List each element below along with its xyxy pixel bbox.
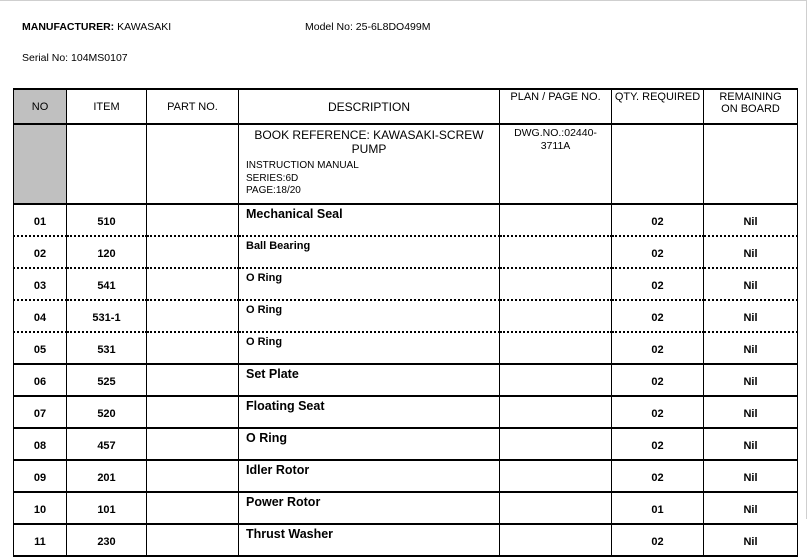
- cell-plan-page: [500, 236, 612, 268]
- reference-plan-cell: [500, 124, 612, 204]
- cell-item: 201: [67, 460, 147, 492]
- cell-item: 457: [67, 428, 147, 460]
- cell-part-no: [147, 300, 239, 332]
- cell-no: 09: [14, 460, 67, 492]
- cell-item: 101: [67, 492, 147, 524]
- cell-part-no: [147, 428, 239, 460]
- reference-qty-cell: [612, 124, 704, 204]
- cell-no: 02: [14, 236, 67, 268]
- cell-description: Floating Seat: [239, 396, 500, 428]
- col-header-description: DESCRIPTION: [239, 89, 500, 124]
- cell-qty-required: 02: [612, 524, 704, 556]
- drawing-number: [500, 125, 611, 153]
- cell-item: 230: [67, 524, 147, 556]
- cell-qty-required: 02: [612, 460, 704, 492]
- manual-page: PAGE:18/20: [246, 185, 301, 196]
- cell-no: 06: [14, 364, 67, 396]
- manufacturer-label: MANUFACTURER:: [22, 21, 115, 33]
- cell-description: Power Rotor: [239, 492, 500, 524]
- cell-description: O Ring: [239, 428, 500, 460]
- cell-plan-page: [500, 492, 612, 524]
- cell-description: O Ring: [239, 268, 500, 300]
- cell-item: 531-1: [67, 300, 147, 332]
- cell-plan-page: [500, 268, 612, 300]
- cell-qty-required: 02: [612, 300, 704, 332]
- manual-series: SERIES:6D: [246, 172, 299, 184]
- cell-no: 11: [14, 524, 67, 556]
- cell-plan-page: [500, 204, 612, 236]
- cell-plan-page: [500, 524, 612, 556]
- cell-no: 05: [14, 332, 67, 364]
- cell-remaining: Nil: [704, 364, 798, 396]
- table-row: [14, 268, 798, 300]
- col-header-item: ITEM: [67, 89, 147, 124]
- table-row: [14, 236, 798, 268]
- table-row: [14, 204, 798, 236]
- cell-description: Set Plate: [239, 364, 500, 396]
- cell-part-no: [147, 524, 239, 556]
- cell-plan-page: [500, 460, 612, 492]
- cell-no: 04: [14, 300, 67, 332]
- col-header-qty-required: QTY. REQUIRED: [612, 89, 704, 124]
- cell-description: Idler Rotor: [239, 460, 500, 492]
- manual-info: [239, 156, 499, 198]
- drawing-number-line1: DWG.NO.:02440-: [514, 127, 597, 139]
- cell-item: 520: [67, 396, 147, 428]
- table-row: [14, 492, 798, 524]
- cell-qty-required: 02: [612, 268, 704, 300]
- cell-remaining: Nil: [704, 204, 798, 236]
- table-row: [14, 396, 798, 428]
- cell-no: 10: [14, 492, 67, 524]
- reference-description-cell: [239, 124, 500, 204]
- drawing-number-line2: 3711A: [540, 140, 571, 152]
- cell-part-no: [147, 364, 239, 396]
- cell-qty-required: 02: [612, 332, 704, 364]
- cell-qty-required: 02: [612, 204, 704, 236]
- reference-item-cell: [67, 124, 147, 204]
- cell-part-no: [147, 204, 239, 236]
- cell-qty-required: 02: [612, 236, 704, 268]
- cell-no: 08: [14, 428, 67, 460]
- table-row: [14, 364, 798, 396]
- cell-plan-page: [500, 428, 612, 460]
- cell-item: 525: [67, 364, 147, 396]
- cell-plan-page: [500, 364, 612, 396]
- cell-part-no: [147, 236, 239, 268]
- manual-title: INSTRUCTION MANUAL: [246, 160, 359, 171]
- cell-qty-required: 01: [612, 492, 704, 524]
- cell-remaining: Nil: [704, 460, 798, 492]
- cell-plan-page: [500, 396, 612, 428]
- serial-number: Serial No: 104MS0107: [22, 52, 128, 64]
- spare-parts-table: [13, 88, 798, 557]
- cell-no: 07: [14, 396, 67, 428]
- cell-item: 510: [67, 204, 147, 236]
- reference-remaining-cell: [704, 124, 798, 204]
- cell-part-no: [147, 396, 239, 428]
- col-header-no: NO: [14, 89, 67, 124]
- reference-no-cell: [14, 124, 67, 204]
- cell-description: O Ring: [239, 332, 500, 364]
- table-header-row: [14, 89, 798, 124]
- book-reference: BOOK REFERENCE: KAWASAKI-SCREW PUMP: [254, 128, 484, 156]
- model-number: Model No: 25-6L8DO499M: [305, 21, 431, 33]
- cell-part-no: [147, 492, 239, 524]
- reference-part-cell: [147, 124, 239, 204]
- cell-item: 531: [67, 332, 147, 364]
- table-row: [14, 300, 798, 332]
- col-header-remaining-line2: ON BOARD: [721, 103, 780, 115]
- cell-plan-page: [500, 300, 612, 332]
- cell-part-no: [147, 460, 239, 492]
- cell-no: 03: [14, 268, 67, 300]
- table-row: [14, 332, 798, 364]
- cell-remaining: Nil: [704, 428, 798, 460]
- cell-item: 541: [67, 268, 147, 300]
- cell-item: 120: [67, 236, 147, 268]
- cell-part-no: [147, 332, 239, 364]
- cell-plan-page: [500, 332, 612, 364]
- cell-part-no: [147, 268, 239, 300]
- table-row: [14, 428, 798, 460]
- table-row: [14, 524, 798, 556]
- cell-remaining: Nil: [704, 492, 798, 524]
- manufacturer-value: KAWASAKI: [117, 21, 172, 33]
- cell-no: 01: [14, 204, 67, 236]
- col-header-remaining-line1: REMAINING: [719, 91, 782, 103]
- cell-description: O Ring: [239, 300, 500, 332]
- cell-description: Thrust Washer: [239, 524, 500, 556]
- table-row: [14, 460, 798, 492]
- cell-remaining: Nil: [704, 332, 798, 364]
- cell-remaining: Nil: [704, 524, 798, 556]
- col-header-plan-page: PLAN / PAGE NO.: [500, 89, 612, 124]
- parts-rows: [14, 204, 798, 556]
- reference-row: [14, 124, 798, 204]
- col-header-part-no: PART NO.: [147, 89, 239, 124]
- manufacturer-line: [22, 21, 171, 33]
- cell-remaining: Nil: [704, 300, 798, 332]
- cell-qty-required: 02: [612, 428, 704, 460]
- col-header-remaining: [704, 89, 798, 124]
- cell-qty-required: 02: [612, 364, 704, 396]
- cell-remaining: Nil: [704, 236, 798, 268]
- cell-remaining: Nil: [704, 396, 798, 428]
- cell-description: Ball Bearing: [239, 236, 500, 268]
- cell-description: Mechanical Seal: [239, 204, 500, 236]
- cell-remaining: Nil: [704, 268, 798, 300]
- cell-qty-required: 02: [612, 396, 704, 428]
